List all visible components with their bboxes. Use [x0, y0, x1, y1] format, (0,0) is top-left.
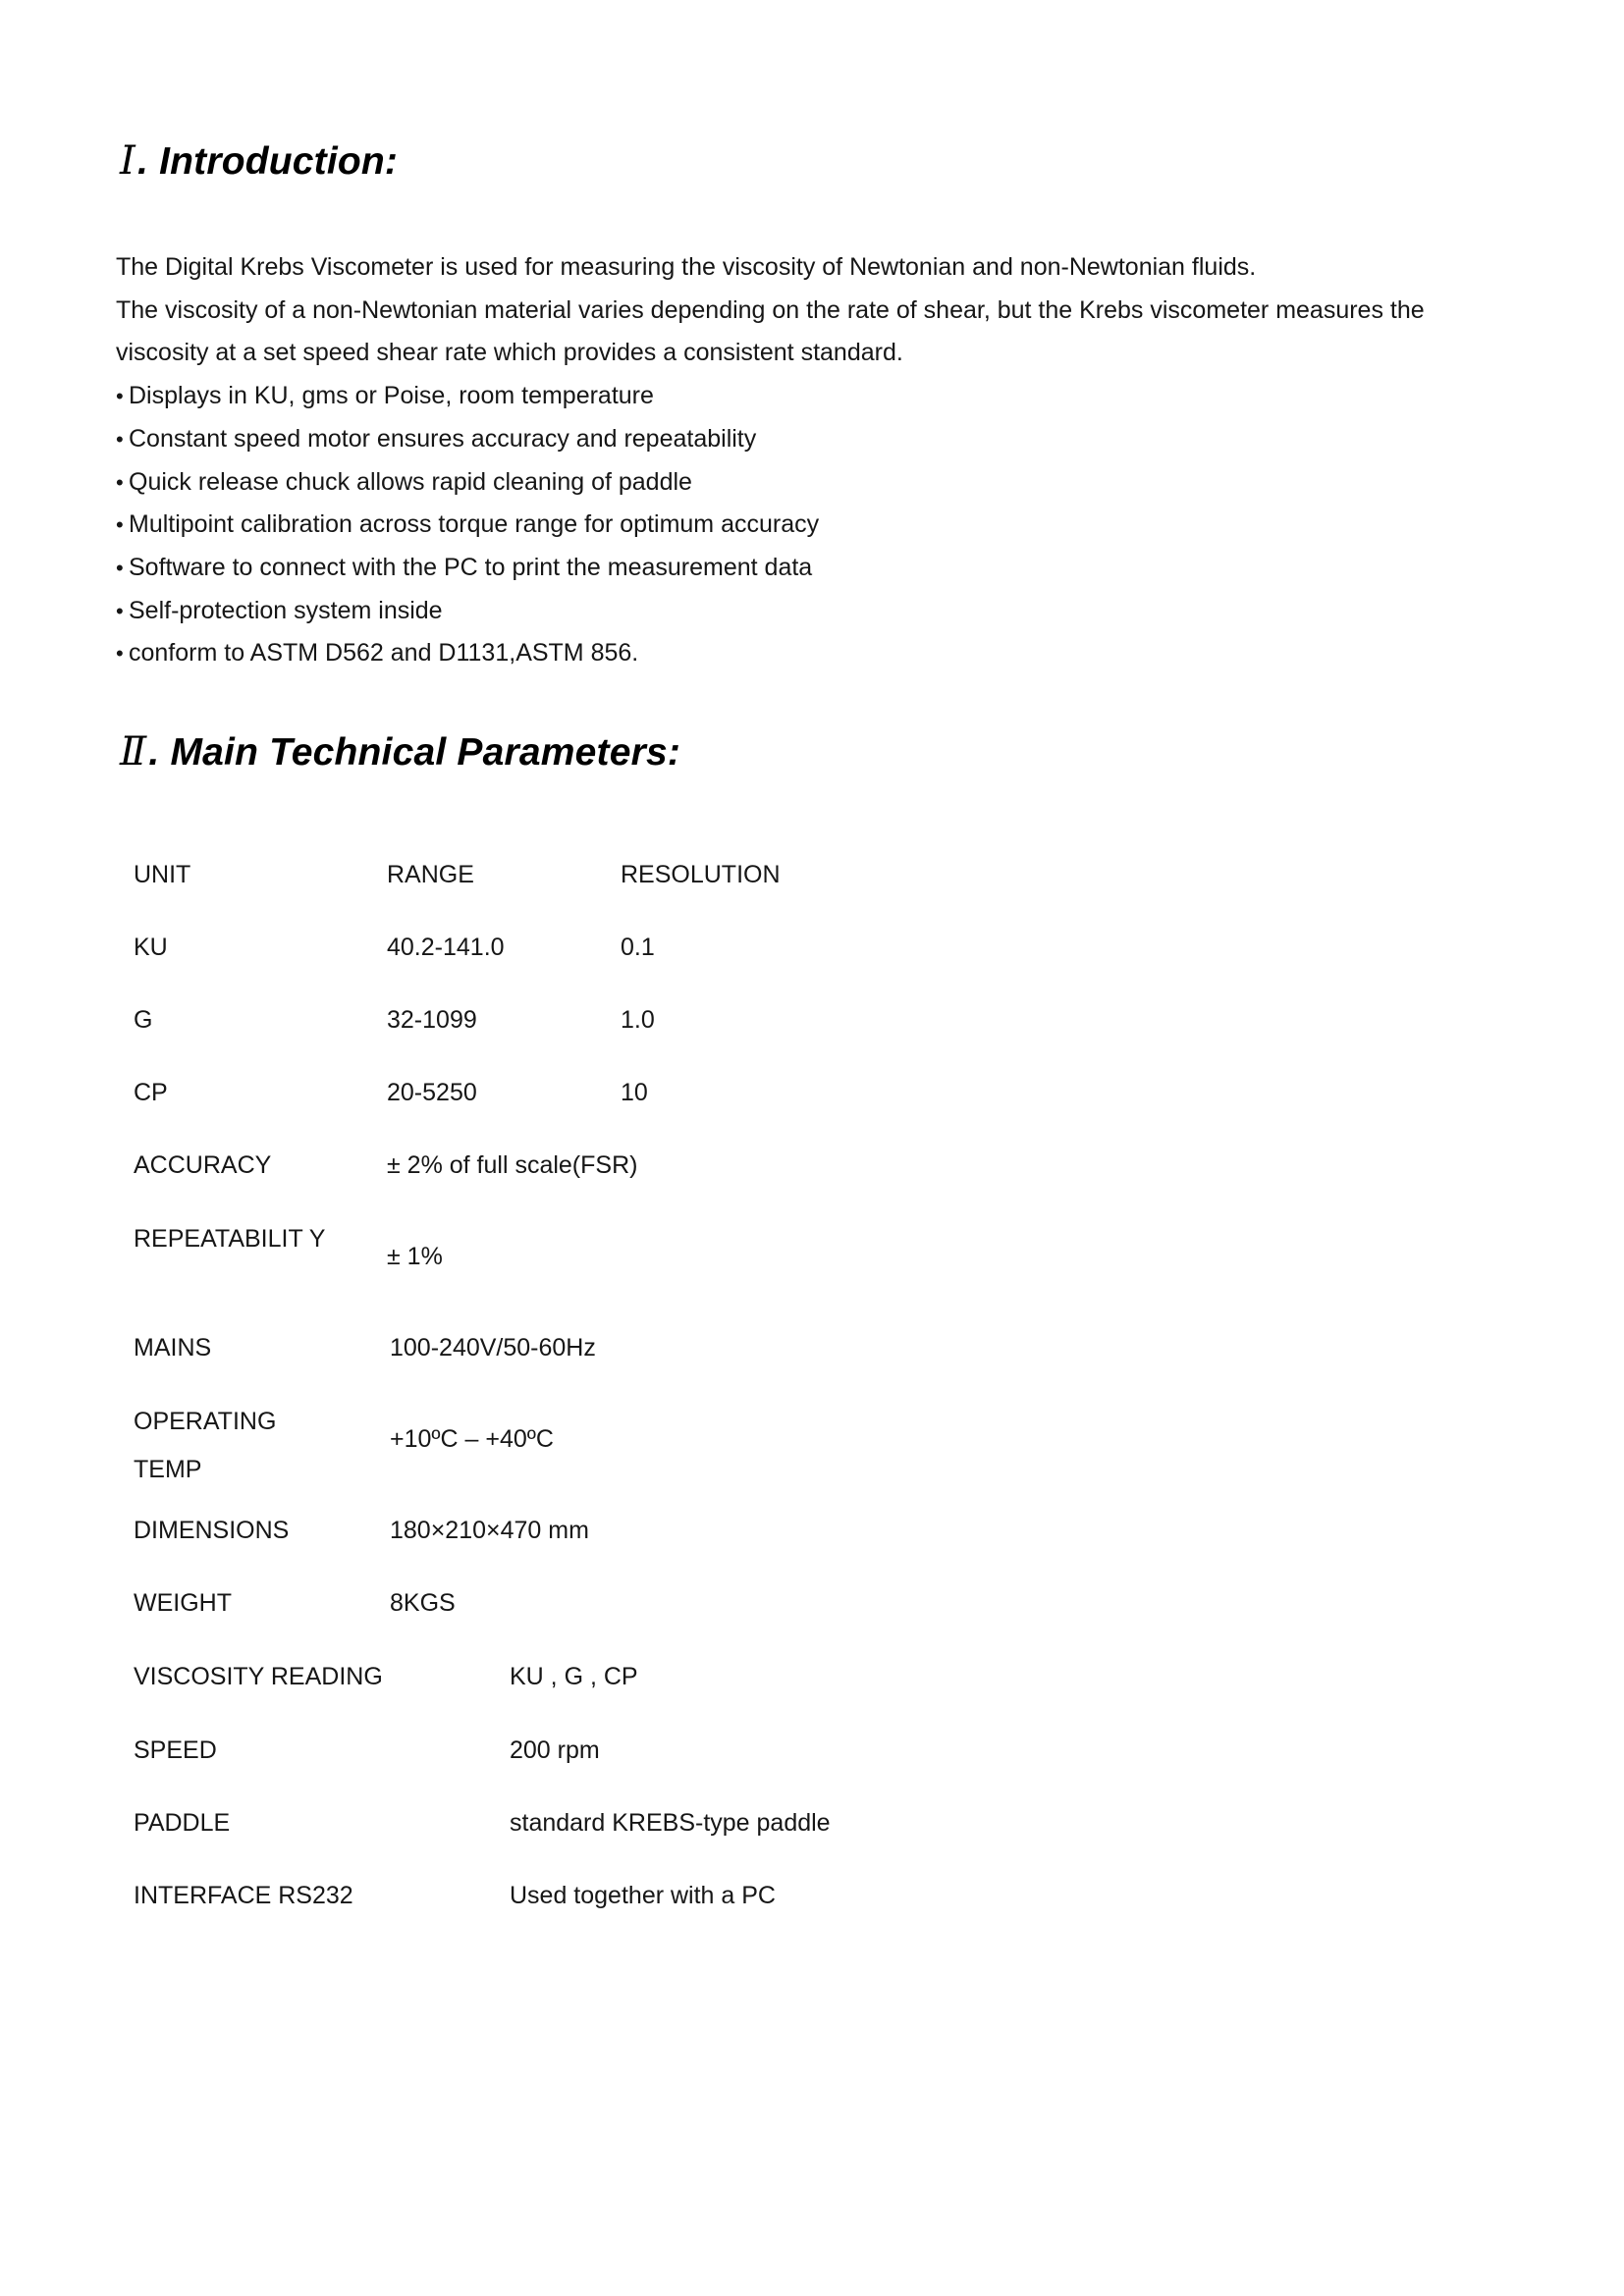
spec-label: WEIGHT [134, 1589, 232, 1617]
spec-value: ± 2% of full scale(FSR) [387, 1151, 638, 1179]
spec-label: INTERFACE RS232 [134, 1882, 353, 1909]
parameters-title: . Main Technical Parameters: [148, 731, 681, 774]
spec-value: Used together with a PC [510, 1882, 776, 1909]
range-cell: 20-5250 [387, 1079, 477, 1106]
bullet-icon: • [116, 469, 124, 495]
introduction-title: . Introduction: [137, 140, 399, 183]
spec-value: 8KGS [390, 1589, 456, 1617]
feature-text: conform to ASTM D562 and D1131,ASTM 856. [129, 639, 639, 667]
intro-paragraph: The viscosity of a non-Newtonian material varies depending on the rate of shear, but the Krebs viscometer measures the [116, 295, 1425, 324]
spec-label: REPEATABILIT Y [134, 1225, 326, 1253]
intro-paragraph: viscosity at a set speed shear rate which provides a consistent standard. [116, 339, 903, 367]
feature-text: Software to connect with the PC to print the measurement data [129, 553, 813, 581]
spec-label: ACCURACY [134, 1151, 272, 1179]
unit-cell: KU [134, 934, 168, 961]
spec-value: KU , G , CP [510, 1663, 638, 1690]
unit-cell: G [134, 1006, 153, 1034]
feature-text: Quick release chuck allows rapid cleaning of paddle [129, 467, 692, 496]
spec-label: MAINS [134, 1334, 212, 1362]
table-header-unit: UNIT [134, 861, 191, 888]
range-cell: 32-1099 [387, 1006, 477, 1034]
spec-label: OPERATING TEMP [134, 1408, 277, 1483]
spec-value: 200 rpm [510, 1736, 600, 1764]
feature-text: Self-protection system inside [129, 596, 443, 624]
table-header-range: RANGE [387, 861, 474, 888]
bullet-icon: • [116, 598, 124, 623]
feature-text: Multipoint calibration across torque range for optimum accuracy [129, 510, 820, 539]
feature-text: Displays in KU, gms or Poise, room temperature [129, 382, 654, 410]
intro-paragraph: The Digital Krebs Viscometer is used for measuring the viscosity of Newtonian and non-Newtonian fluids. [116, 253, 1257, 281]
parameters-numeral: Ⅱ [120, 729, 147, 774]
spec-label: PADDLE [134, 1809, 231, 1837]
spec-label: SPEED [134, 1736, 217, 1764]
introduction-numeral: Ⅰ [120, 138, 136, 183]
table-header-resolution: RESOLUTION [621, 861, 781, 888]
resolution-cell: 1.0 [621, 1006, 655, 1034]
spec-value: ± 1% [387, 1243, 443, 1270]
spec-label: VISCOSITY READING [134, 1663, 383, 1690]
bullet-icon: • [116, 384, 124, 409]
bullet-icon: • [116, 641, 124, 667]
bullet-icon: • [116, 426, 124, 452]
spec-value: 100-240V/50-60Hz [390, 1334, 596, 1362]
bullet-icon: • [116, 555, 124, 580]
resolution-cell: 0.1 [621, 934, 655, 961]
feature-text: Constant speed motor ensures accuracy and repeatability [129, 424, 757, 453]
spec-value: standard KREBS-type paddle [510, 1809, 831, 1837]
spec-value: +10ºC – +40ºC [390, 1425, 554, 1453]
spec-label: DIMENSIONS [134, 1517, 290, 1544]
unit-cell: CP [134, 1079, 168, 1106]
resolution-cell: 10 [621, 1079, 648, 1106]
bullet-icon: • [116, 512, 124, 538]
spec-value: 180×210×470 mm [390, 1517, 589, 1544]
range-cell: 40.2-141.0 [387, 934, 505, 961]
